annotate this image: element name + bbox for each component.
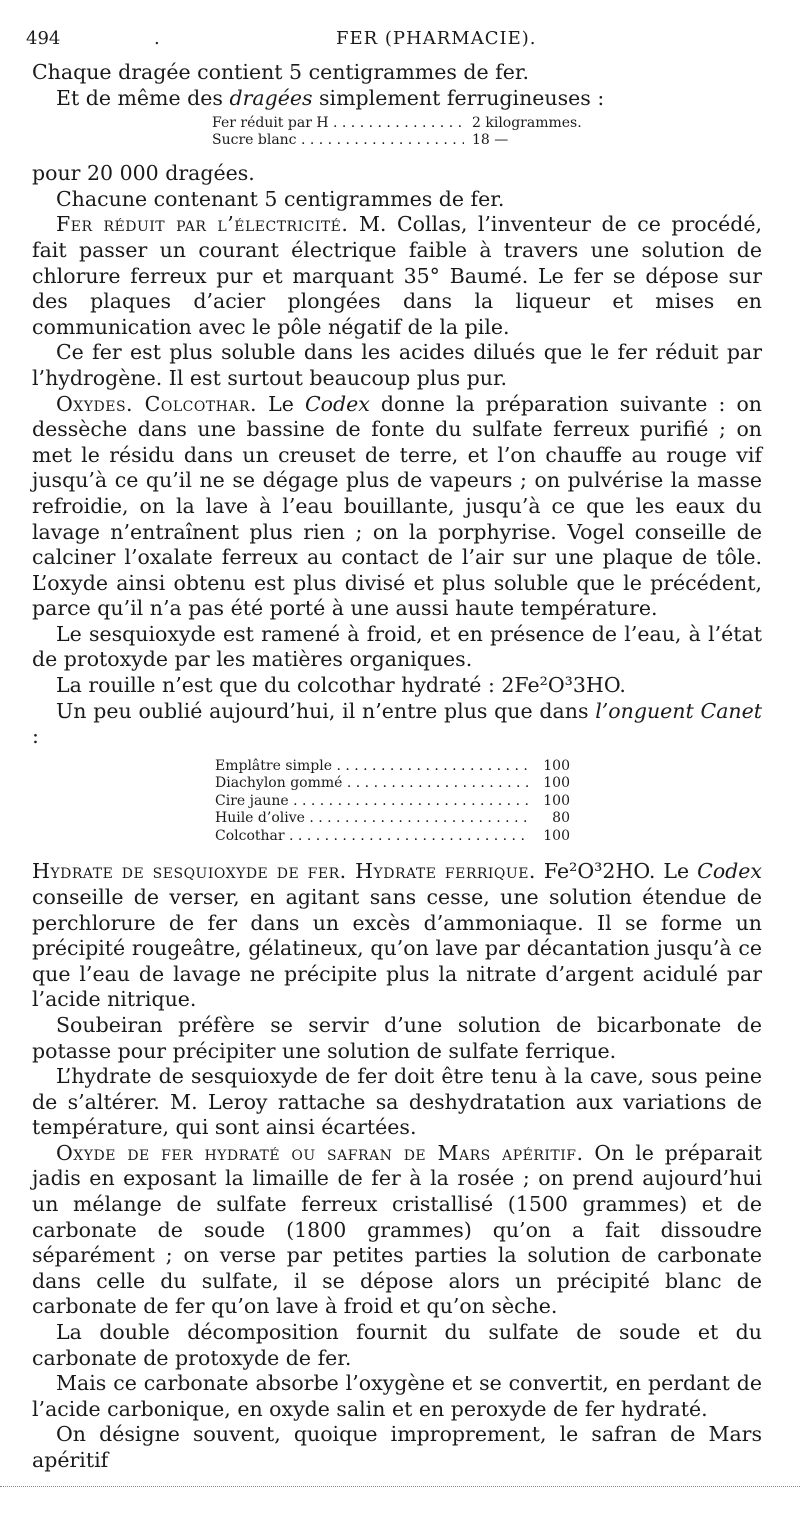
page-body xyxy=(32,60,762,1474)
recipe-row xyxy=(215,810,570,828)
paragraph: Hydrate de sesquioxyde de fer. Hydrate ferrique. Fe²O³2HO. Le Codex conseille de verser, en agitant sans cesse, une solution étendue de perchlorure de fer dans un excès d’ammoniaque. Il se forme un précipité rougeâtre, gélatineux, qu’on lave par décantation jusqu’à ce que l’eau de lavage ne précipite plus la nitrate d’argent acidulé par l’acide nitrique. xyxy=(32,859,762,1012)
recipe-value: 18 — xyxy=(464,132,582,149)
paragraph: Fer réduit par l’électricité. M. Collas, l’inventeur de ce procédé, fait passer un courant électrique faible à travers une solution de chlorure ferreux pur et marquant 35° Baumé. Le fer se dépose sur des plaques d’acier plongées dans la liqueur et mises en communication avec le pôle négatif de la pile. xyxy=(32,212,763,339)
paragraph: Chaque dragée contient 5 centigrammes de fer. xyxy=(32,60,529,84)
paragraph: La double décomposition fournit du sulfate de soude et du carbonate de protoxyde de fer. xyxy=(32,1320,762,1370)
page-number: 494 xyxy=(26,28,61,49)
recipe-value: 100 xyxy=(528,758,570,776)
scan-edge-line xyxy=(0,1486,800,1487)
recipe-table-onguent xyxy=(215,758,570,846)
paragraph: Le sesquioxyde est ramené à froid, et en présence de l’eau, à l’état de protoxyde par les matières organiques. xyxy=(32,621,762,672)
paragraph: Oxyde de fer hydraté ou safran de Mars apéritif. On le préparait jadis en exposant la limaille de fer à la rosée ; on prend aujourd’hui un mélange de sulfate ferreux cristallisé (1500 grammes) et de carbonate de soude (1800 grammes) qu’on a fait dissoudre séparément ; on verse par petites parties la solution de carbonate dans celle du sulfate, il se dépose alors un précipité blanc de carbonate de fer qu’on lave à froid et qu’on sèche. xyxy=(32,1140,762,1319)
header-dot: . xyxy=(154,28,160,49)
paragraph: Chacune contenant 5 centigrammes de fer. xyxy=(56,186,505,211)
paragraph: Un peu oublié aujourd’hui, il n’entre plus que dans l’onguent Canet : xyxy=(32,698,762,749)
recipe-value: 100 xyxy=(528,828,570,846)
paragraph: Ce fer est plus soluble dans les acides dilués que le fer réduit par l’hydrogène. Il est surtout beaucoup plus pur. xyxy=(32,340,762,390)
recipe-row xyxy=(215,828,570,846)
recipe-value: 2 kilogrammes. xyxy=(464,115,582,132)
recipe-value: 80 xyxy=(528,810,570,828)
paragraph: Soubeiran préfère se servir d’une solution de bicarbonate de potasse pour précipiter une solution de sulfate ferrique. xyxy=(32,1012,762,1063)
paragraph: L’hydrate de sesquioxyde de fer doit être tenu à la cave, sous peine de s’altérer. M. Leroy rattache sa deshydratation aux variations de température, qui sont ainsi écartées. xyxy=(32,1064,762,1140)
recipe-row xyxy=(212,132,582,149)
recipe-label: Sucre blanc . . . xyxy=(212,132,464,149)
paragraph: La rouille n’est que du colcothar hydraté : 2Fe²O³3HO. xyxy=(56,673,626,698)
recipe-label: Diachylon gommé . . . xyxy=(215,775,528,793)
recipe-label: Huile d’olive . . . xyxy=(215,810,528,828)
paragraph: Oxydes. Colcothar. Le Codex donne la préparation suivante : on dessèche dans une bassine de fonte du sulfate ferreux purifié ; on met le résidu dans un creuset de terre, et l’on chauffe au rouge vif jusqu’à ce qu’il ne se dégage plus de vapeurs ; on pulvérise la masse refroidie, on la lave à l’eau bouillante, jusqu’à ce que les eaux du lavage n’entraînent plus rien ; on la porphyrise. Vogel conseille de calciner l’oxalate ferreux au contact de l’air sur une plaque de tôle. L’oxyde ainsi obtenu est plus divisé et plus soluble que le précédent, parce qu’il n’a pas été porté à une aussi haute température. xyxy=(32,391,763,621)
recipe-row xyxy=(215,793,570,811)
section-heading: Fer réduit par l’électricité. xyxy=(56,212,349,237)
recipe-row xyxy=(212,115,582,132)
recipe-label: Colcothar . . . xyxy=(215,828,528,846)
paragraph: pour 20 000 dragées. xyxy=(32,161,255,186)
paragraph: Mais ce carbonate absorbe l’oxygène et se convertit, en perdant de l’acide carbonique, en oxyde salin et en peroxyde de fer hydraté. xyxy=(32,1371,762,1421)
header-title: FER (PHARMACIE). xyxy=(336,28,537,49)
recipe-label: Fer réduit par H . . . xyxy=(212,115,464,132)
paragraph: On désigne souvent, quoique improprement, le safran de Mars apéritif xyxy=(32,1422,762,1472)
section-heading: Oxyde de fer hydraté ou safran de Mars apéritif. xyxy=(56,1140,584,1165)
section-heading: Hydrate de sesquioxyde de fer. Hydrate ferrique. xyxy=(32,859,536,884)
recipe-row xyxy=(215,758,570,776)
section-heading: Oxydes. Colcothar. xyxy=(56,391,258,416)
paragraph: Et de même des dragées simplement ferrugineuses : xyxy=(56,85,605,110)
recipe-value: 100 xyxy=(528,775,570,793)
recipe-row xyxy=(215,775,570,793)
recipe-label: Cire jaune . . . xyxy=(215,793,528,811)
recipe-table-dragees xyxy=(212,115,582,149)
recipe-value: 100 xyxy=(528,793,570,811)
recipe-label: Emplâtre simple . . . xyxy=(215,758,528,776)
running-header xyxy=(26,28,766,54)
